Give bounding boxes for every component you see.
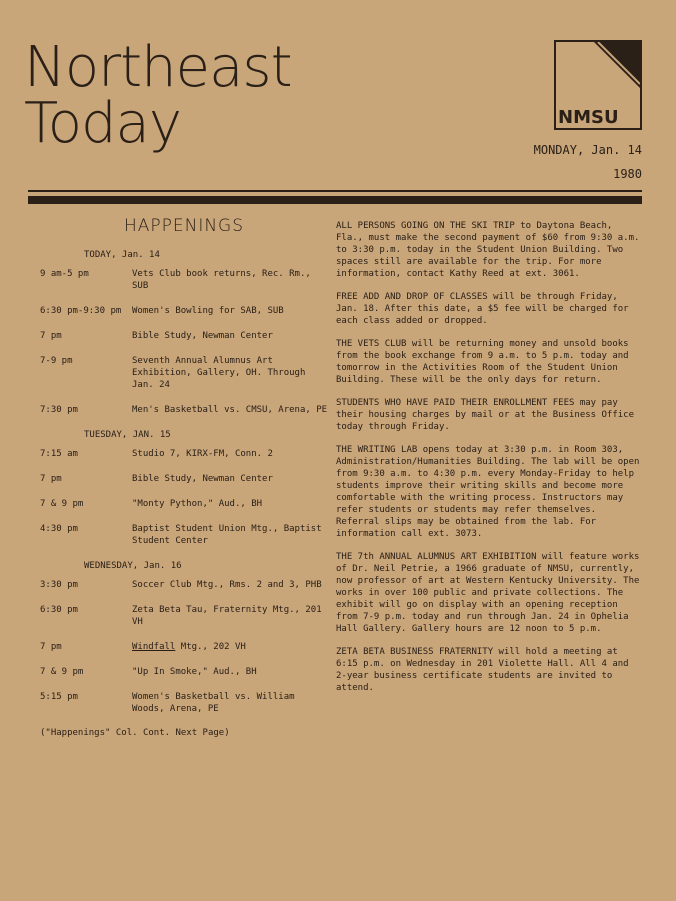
event-time: 7:15 am xyxy=(40,449,78,459)
announcement: ZETA BETA BUSINESS FRATERNITY will hold a meeting at 6:15 p.m. on Wednesday in 201 Violette Hall. All 4 and 2-year business certificate students are invited to attend. xyxy=(336,647,629,693)
date-year: 1980 xyxy=(613,167,642,181)
event-row xyxy=(28,691,328,715)
announcement: STUDENTS WHO HAVE PAID THEIR ENROLLMENT FEES may pay their housing charges by mail or at the Business Office today through Friday. xyxy=(336,398,635,432)
event-row xyxy=(28,666,328,678)
nmsu-logo xyxy=(554,40,642,130)
logo-text: NMSU xyxy=(558,107,619,128)
event-time: 7 pm xyxy=(40,331,62,341)
event-time: 7 pm xyxy=(40,642,62,652)
announcement: THE 7th ANNUAL ALUMNUS ART EXHIBITION will feature works of Dr. Neil Petrie, a 1966 graduate of NMSU, currently, now professor of art at Western Kentucky University. The works in over 100 public and private collections. The exhibit will go on display with an opening reception from 7-9 p.m. today and run through Jan. 24 in Ophelia Hall Gallery. Gallery hours are 12 noon to 5 p.m. xyxy=(336,552,640,634)
event-desc: Men's Basketball vs. CMSU, Arena, PE xyxy=(132,405,328,415)
day-block xyxy=(28,430,328,547)
announcement: ALL PERSONS GOING ON THE SKI TRIP to Daytona Beach, Fla., must make the second payment of $60 from 9:30 a.m. to 3:30 p.m. today in the Student Union Building. Two spaces still are available for the trip. For more information, contact Kathy Reed at ext. 3061. xyxy=(336,221,640,279)
announcement: THE VETS CLUB will be returning money and unsold books from the book exchange from 9 a.m. to 5 p.m. today and tomorrow in the Activities Room of the Student Union Building. These will be the only days for return. xyxy=(336,339,629,385)
announcement: THE WRITING LAB opens today at 3:30 p.m. in Room 303, Administration/Humanities Building. The lab will be open from 9:30 a.m. to 4:30 p.m. every Monday-Friday to help students improve their writing skills and become more comfortable with the writing process. Instructors may refer students or students may refer themselves. Referral slips may be obtained from the lab. For information call ext. 3073. xyxy=(336,445,640,539)
event-row xyxy=(28,305,328,317)
day-heading: TUESDAY, JAN. 15 xyxy=(84,430,171,440)
event-time: 7:30 pm xyxy=(40,405,78,415)
event-time: 7 pm xyxy=(40,474,62,484)
event-row xyxy=(28,473,328,485)
event-desc xyxy=(132,641,328,653)
event-row xyxy=(28,523,328,547)
event-row xyxy=(28,268,328,292)
day-heading: WEDNESDAY, Jan. 16 xyxy=(84,561,182,571)
happenings-column xyxy=(28,212,328,738)
divider-thick xyxy=(28,196,642,204)
masthead-title-line1: Northeast xyxy=(24,35,292,100)
event-desc: Zeta Beta Tau, Fraternity Mtg., 201 VH xyxy=(132,605,322,627)
event-time: 3:30 pm xyxy=(40,580,78,590)
logo-triangle-icon xyxy=(594,42,640,88)
event-desc: Bible Study, Newman Center xyxy=(132,474,273,484)
day-block xyxy=(28,561,328,715)
event-desc: "Monty Python," Aud., BH xyxy=(132,499,263,509)
continued-note: ("Happenings" Col. Cont. Next Page) xyxy=(40,728,230,738)
event-time: 7 & 9 pm xyxy=(40,499,84,509)
event-row xyxy=(28,330,328,342)
event-desc-underlined: Windfall xyxy=(132,642,176,652)
event-desc: Soccer Club Mtg., Rms. 2 and 3, PHB xyxy=(132,580,322,590)
event-time: 6:30 pm-9:30 pm xyxy=(40,306,122,316)
event-desc-rest: Mtg., 202 VH xyxy=(180,642,246,652)
day-heading: TODAY, Jan. 14 xyxy=(84,250,160,260)
event-desc: "Up In Smoke," Aud., BH xyxy=(132,667,257,677)
event-desc: Women's Bowling for SAB, SUB xyxy=(132,306,284,316)
masthead-title-line2: Today xyxy=(24,91,181,156)
event-time: 7 & 9 pm xyxy=(40,667,84,677)
masthead-title xyxy=(24,35,292,156)
date-day: MONDAY, Jan. 14 xyxy=(533,143,642,157)
event-row xyxy=(28,641,328,653)
event-desc: Seventh Annual Alumnus Art Exhibition, Gallery, OH. Through Jan. 24 xyxy=(132,356,306,390)
event-row xyxy=(28,355,328,391)
divider-thin xyxy=(28,190,642,192)
event-row xyxy=(28,498,328,510)
event-desc: Bible Study, Newman Center xyxy=(132,331,273,341)
dateline xyxy=(534,138,642,186)
event-desc: Women's Basketball vs. William Woods, Arena, PE xyxy=(132,692,295,714)
event-time: 5:15 pm xyxy=(40,692,78,702)
event-time: 9 am-5 pm xyxy=(40,269,89,279)
event-row xyxy=(28,404,328,416)
announcements-column xyxy=(336,220,642,705)
event-desc: Studio 7, KIRX-FM, Conn. 2 xyxy=(132,449,273,459)
happenings-heading: HAPPENINGS xyxy=(123,216,245,236)
event-time: 6:30 pm xyxy=(40,605,78,615)
event-row xyxy=(28,579,328,591)
event-row xyxy=(28,604,328,628)
day-block xyxy=(28,250,328,416)
event-row xyxy=(28,448,328,460)
event-time: 7-9 pm xyxy=(40,356,73,366)
event-desc: Baptist Student Union Mtg., Baptist Student Center xyxy=(132,524,322,546)
event-desc: Vets Club book returns, Rec. Rm., SUB xyxy=(132,269,311,291)
announcement: FREE ADD AND DROP OF CLASSES will be through Friday, Jan. 18. After this date, a $5 fee will be charged for each class added or dropped. xyxy=(336,292,629,326)
event-time: 4:30 pm xyxy=(40,524,78,534)
